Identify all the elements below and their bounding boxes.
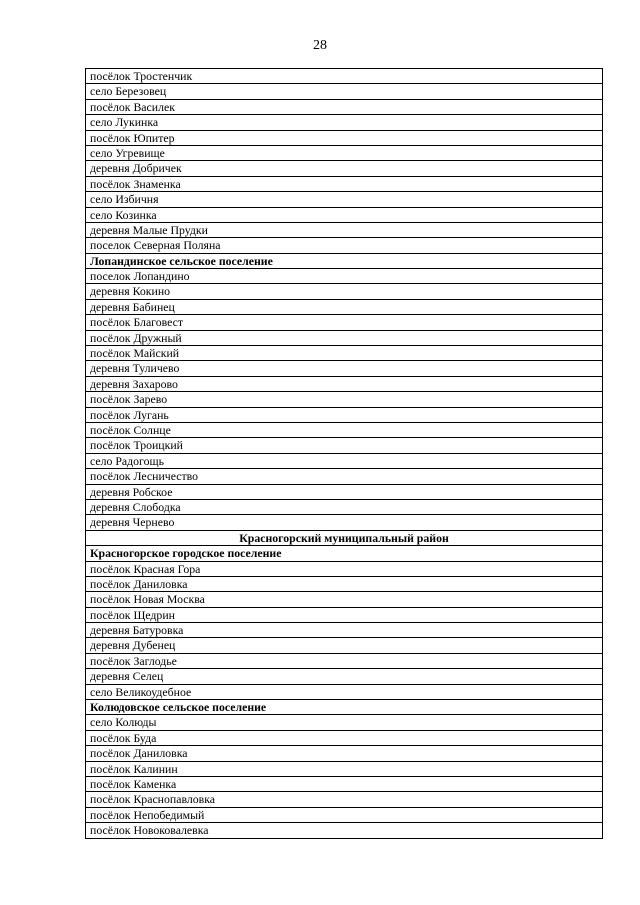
table-row: посёлок Троицкий (86, 438, 602, 453)
table-row: деревня Бабинец (86, 300, 602, 315)
table-row: село Великоудебное (86, 685, 602, 700)
table-row: посёлок Красная Гора (86, 562, 602, 577)
table-row: деревня Черневo (86, 515, 602, 530)
table-row: деревня Селец (86, 669, 602, 684)
section-heading: Красногорское городское поселение (86, 546, 602, 561)
table-row: посёлок Майский (86, 346, 602, 361)
table-row: посёлок Даниловка (86, 577, 602, 592)
district-heading: Красногорский муниципальный район (86, 531, 602, 546)
table-row: село Колюды (86, 715, 602, 730)
section-heading: Лопандинское сельское поселение (86, 254, 602, 269)
table-row: поселок Северная Поляна (86, 238, 602, 253)
table-row: деревня Слободка (86, 500, 602, 515)
table-row: деревня Захарово (86, 377, 602, 392)
table-row: поселок Лопандино (86, 269, 602, 284)
table-row: посёлок Непобедимый (86, 808, 602, 823)
table-row: деревня Кокино (86, 284, 602, 299)
table-row: посёлок Юпитер (86, 131, 602, 146)
table-row: деревня Малые Прудки (86, 223, 602, 238)
table-row: посёлок Заглодье (86, 654, 602, 669)
table-row: посёлок Калинин (86, 762, 602, 777)
table-row: посёлок Щедрин (86, 608, 602, 623)
table-row: посёлок Краснопавловка (86, 792, 602, 807)
table-row: посёлок Даниловка (86, 746, 602, 761)
table-row: посёлок Лесничество (86, 469, 602, 484)
table-row: посёлок Дружный (86, 331, 602, 346)
table-row: посёлок Солнце (86, 423, 602, 438)
table-row: село Березовец (86, 84, 602, 99)
table-row: деревня Робское (86, 485, 602, 500)
table-row: посёлок Тростенчик (86, 69, 602, 84)
table-row: посёлок Новая Москва (86, 592, 602, 607)
table-row: село Козинка (86, 208, 602, 223)
table-row: село Радогощь (86, 454, 602, 469)
table-row: деревня Туличево (86, 361, 602, 376)
section-heading: Колюдовское сельское поселение (86, 700, 602, 715)
table-row: село Избичня (86, 192, 602, 207)
table-row: посёлок Благовест (86, 315, 602, 330)
table-row: посёлок Знаменка (86, 177, 602, 192)
table-row: посёлок Буда (86, 731, 602, 746)
table-row: посёлок Василек (86, 100, 602, 115)
table-row: деревня Дубенец (86, 638, 602, 653)
page-number: 28 (313, 38, 327, 53)
table-row: посёлок Лугань (86, 408, 602, 423)
table-row: деревня Добричек (86, 161, 602, 176)
table-row: село Лукинка (86, 115, 602, 130)
table-row: посёлок Зарево (86, 392, 602, 407)
settlements-table (85, 68, 603, 839)
table-row: деревня Батуровка (86, 623, 602, 638)
table-row: село Угревище (86, 146, 602, 161)
table-row: посёлок Каменка (86, 777, 602, 792)
table-row: посёлок Новоковалевка (86, 823, 602, 838)
